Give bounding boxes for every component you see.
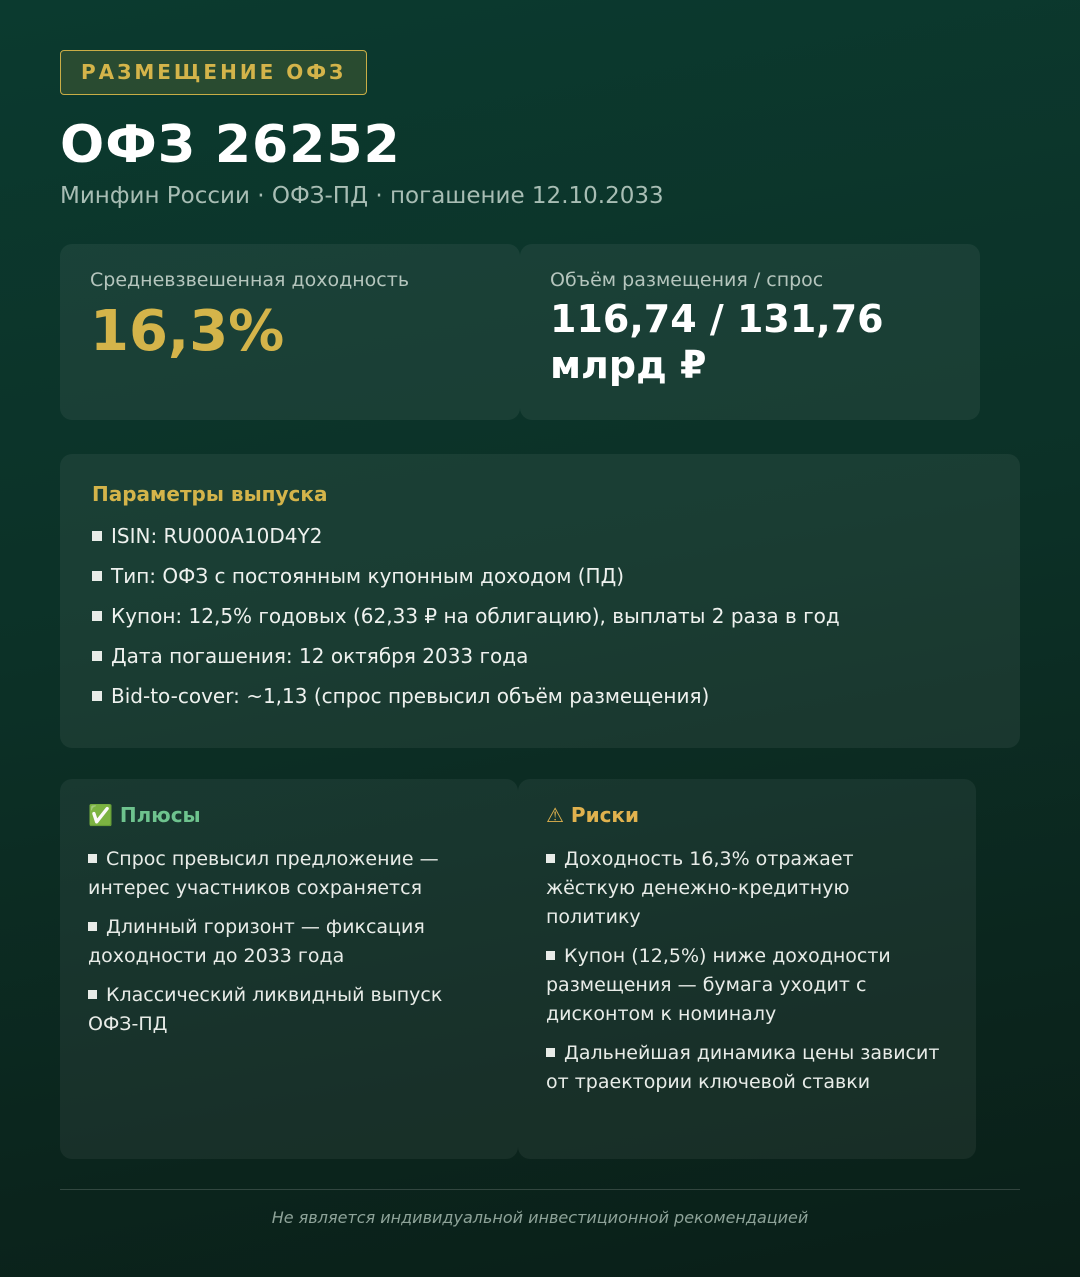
bullet-icon [92, 571, 102, 581]
param-text: ISIN: RU000A10D4Y2 [111, 524, 323, 548]
risk-text: Доходность 16,3% отражает жёсткую денежно-кредитную политику [546, 848, 854, 928]
pros-card [60, 779, 518, 1159]
pros-risks-row [60, 779, 976, 1159]
volume-value [550, 296, 950, 388]
list-item [546, 845, 948, 932]
footer-divider [60, 1189, 1020, 1190]
bullet-icon [546, 951, 555, 960]
bullet-icon [92, 531, 102, 541]
page-title: ОФЗ 26252 [60, 115, 401, 175]
disclaimer: Не является индивидуальной инвестиционной рекомендацией [271, 1208, 809, 1227]
pros-list [88, 845, 490, 1039]
risks-list [546, 845, 948, 1097]
param-text: Купон: 12,5% годовых (62,33 ₽ на облигацию), выплаты 2 раза в год [111, 604, 840, 628]
bullet-icon [546, 854, 555, 863]
param-text: Дата погашения: 12 октября 2033 года [111, 644, 529, 668]
pro-text: Спрос превысил предложение — интерес участников сохраняется [88, 848, 439, 899]
list-item [88, 845, 490, 903]
bullet-icon [92, 611, 102, 621]
params-title: Параметры выпуска [92, 482, 328, 506]
params-card [60, 454, 1020, 748]
bullet-icon [92, 651, 102, 661]
stats-row [60, 244, 980, 420]
list-item [92, 644, 988, 668]
param-text: Тип: ОФЗ с постоянным купонным доходом (ПД) [111, 564, 625, 588]
category-badge: РАЗМЕЩЕНИЕ ОФЗ [60, 50, 367, 95]
yield-label: Средневзвешенная доходность [90, 269, 410, 291]
risk-text: Дальнейшая динамика цены зависит от траектории ключевой ставки [546, 1042, 940, 1093]
list-item [88, 981, 490, 1039]
volume-value-line2: млрд ₽ [550, 343, 707, 387]
list-item [92, 524, 988, 548]
bullet-icon [88, 990, 97, 999]
param-text: Bid-to-cover: ~1,13 (спрос превысил объём размещения) [111, 684, 710, 708]
risks-card [518, 779, 976, 1159]
bullet-icon [546, 1048, 555, 1057]
list-item [546, 942, 948, 1029]
volume-label: Объём размещения / спрос [550, 269, 824, 291]
list-item [92, 684, 988, 708]
risks-title [546, 803, 948, 827]
list-item [92, 564, 988, 588]
pros-title-label: Плюсы [119, 803, 201, 827]
pro-text: Классический ликвидный выпуск ОФЗ-ПД [88, 984, 443, 1035]
page [60, 50, 1020, 1227]
check-icon: ✅ [88, 803, 113, 827]
list-item [88, 913, 490, 971]
bullet-icon [88, 854, 97, 863]
volume-card [520, 244, 980, 420]
volume-value-line1: 116,74 / 131,76 [550, 297, 884, 341]
bullet-icon [92, 691, 102, 701]
bullet-icon [88, 922, 97, 931]
page-subtitle: Минфин России · ОФЗ-ПД · погашение 12.10.2033 [60, 183, 664, 209]
pros-title [88, 803, 490, 827]
warning-icon: ⚠ [546, 803, 564, 827]
risk-text: Купон (12,5%) ниже доходности размещения — бумага уходит с дисконтом к номиналу [546, 945, 891, 1025]
list-item [92, 604, 988, 628]
risks-title-label: Риски [570, 803, 640, 827]
params-list [92, 524, 988, 708]
list-item [546, 1039, 948, 1097]
yield-card [60, 244, 520, 420]
pro-text: Длинный горизонт — фиксация доходности до 2033 года [88, 916, 425, 967]
yield-value: 16,3% [90, 299, 285, 364]
